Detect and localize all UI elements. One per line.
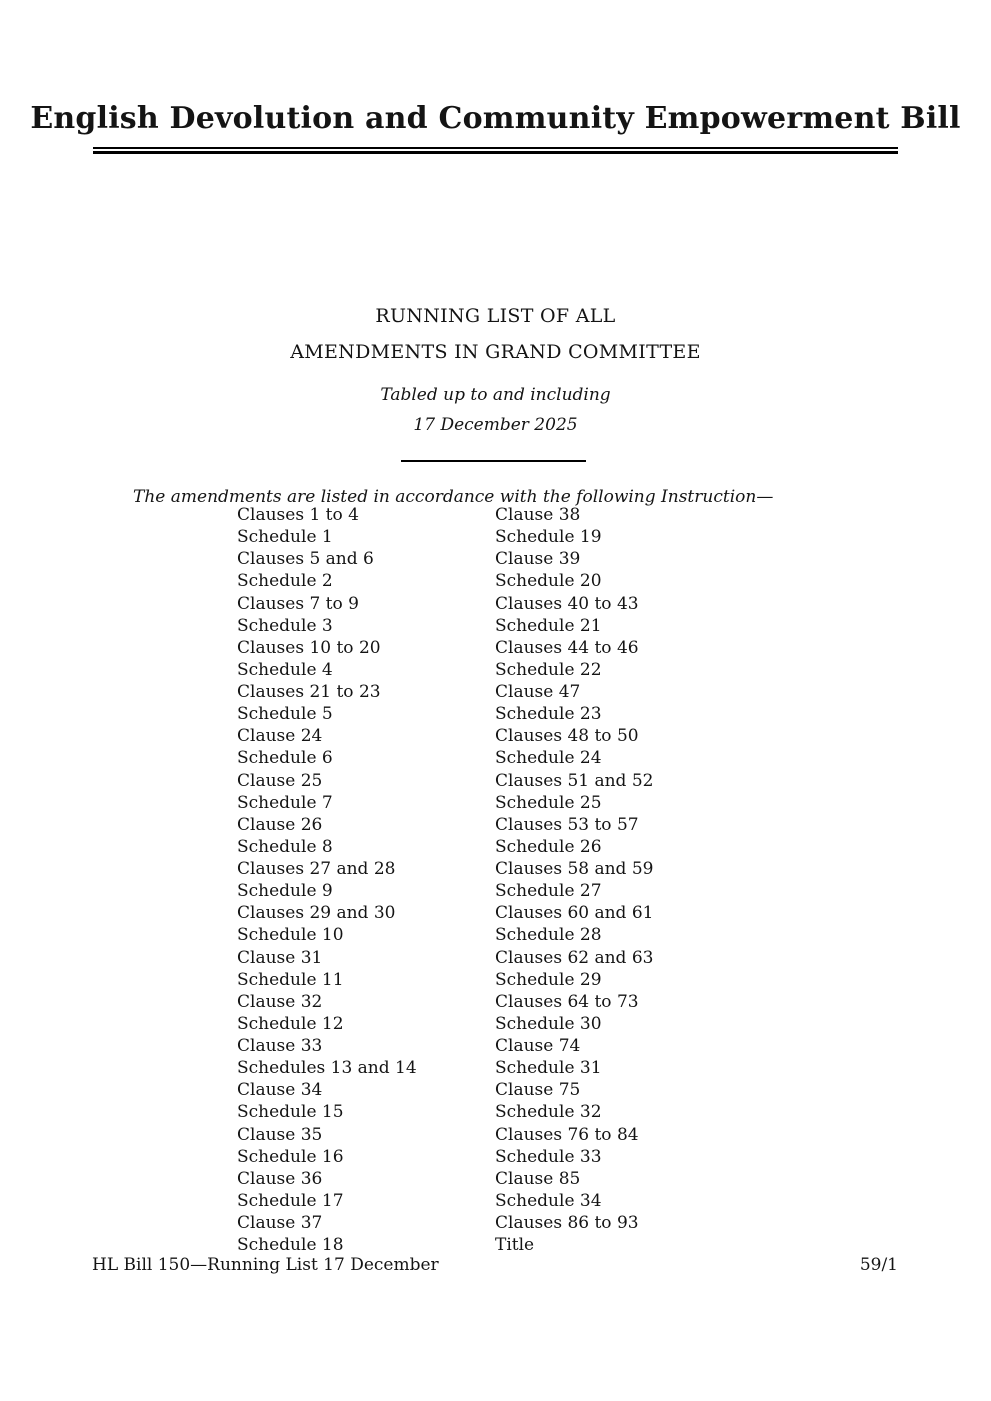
list-item: Clauses 5 and 6 (237, 549, 374, 570)
list-item: Schedule 17 (237, 1190, 344, 1211)
list-item: Clauses 40 to 43 (495, 593, 639, 614)
list-item: Schedule 31 (495, 1058, 602, 1079)
list-item: Clause 85 (495, 1168, 581, 1189)
running-list-heading: RUNNING LIST OF ALL (375, 305, 616, 327)
list-item: Title (495, 1235, 535, 1256)
list-item: Schedule 11 (237, 969, 344, 990)
list-item: Clauses 27 and 28 (237, 859, 396, 879)
title-double-rule (93, 147, 898, 154)
list-item: Schedule 20 (495, 571, 602, 592)
footer-page-number: 59/1 (859, 1255, 898, 1275)
list-item: Clauses 1 to 4 (237, 505, 359, 525)
list-item: Clauses 86 to 93 (495, 1213, 639, 1233)
list-item: Clause 74 (495, 1036, 581, 1056)
amendment-column-left (237, 504, 495, 1256)
list-item: Schedule 18 (237, 1235, 344, 1256)
list-item: Schedule 5 (237, 704, 333, 725)
list-item: Clause 34 (237, 1080, 323, 1101)
section-divider (401, 460, 586, 462)
list-item: Schedule 4 (237, 659, 333, 680)
list-item: Clause 39 (495, 549, 581, 570)
list-item: Clause 37 (237, 1213, 323, 1233)
list-item: Clauses 48 to 50 (495, 726, 639, 747)
list-item: Clause 35 (237, 1124, 323, 1145)
list-item: Clause 36 (237, 1168, 323, 1189)
list-item: Schedule 23 (495, 704, 602, 725)
list-item: Schedule 24 (495, 748, 602, 769)
page-footer (92, 1255, 898, 1275)
list-item: Clause 26 (237, 814, 323, 835)
committee-heading: AMENDMENTS IN GRAND COMMITTEE (290, 341, 701, 363)
list-item: Clauses 44 to 46 (495, 637, 639, 658)
tabled-date: 17 December 2025 (413, 415, 578, 435)
list-item: Schedule 7 (237, 792, 333, 813)
instruction-note: The amendments are listed in accordance with the following Instruction— (133, 487, 774, 507)
list-item: Schedule 12 (237, 1013, 344, 1034)
list-item: Clause 32 (237, 991, 323, 1012)
list-item: Clauses 62 and 63 (495, 947, 654, 968)
amendment-columns (237, 504, 991, 1256)
list-item: Clause 31 (237, 947, 323, 968)
footer-bill-reference: HL Bill 150—Running List 17 December (92, 1255, 439, 1275)
list-item: Schedule 6 (237, 748, 333, 769)
list-item: Clause 47 (495, 682, 581, 702)
list-item: Schedule 8 (237, 836, 333, 857)
list-item: Schedule 15 (237, 1102, 344, 1123)
tabled-note: Tabled up to and including (380, 385, 611, 405)
list-item: Clauses 10 to 20 (237, 637, 381, 658)
list-item: Clauses 51 and 52 (495, 770, 654, 791)
list-item: Schedules 13 and 14 (237, 1058, 417, 1079)
list-item: Clause 75 (495, 1080, 581, 1101)
list-item: Schedule 28 (495, 925, 602, 946)
list-item: Clauses 64 to 73 (495, 991, 639, 1012)
list-item: Schedule 21 (495, 615, 602, 636)
list-item: Clauses 21 to 23 (237, 682, 381, 702)
list-item: Clauses 29 and 30 (237, 903, 396, 924)
list-item: Schedule 16 (237, 1146, 344, 1167)
list-item: Schedule 3 (237, 615, 333, 636)
list-item: Schedule 29 (495, 969, 602, 990)
list-item: Schedule 19 (495, 527, 602, 548)
page-title: English Devolution and Community Empowerment Bill (30, 101, 961, 136)
list-item: Clause 33 (237, 1036, 323, 1056)
list-item: Schedule 1 (237, 527, 333, 548)
list-item: Schedule 9 (237, 881, 333, 902)
list-item: Schedule 34 (495, 1190, 602, 1211)
list-item: Schedule 27 (495, 881, 602, 902)
list-item: Clauses 53 to 57 (495, 814, 639, 835)
list-item: Clauses 7 to 9 (237, 593, 359, 614)
list-item: Clause 25 (237, 770, 323, 791)
list-item: Schedule 2 (237, 571, 333, 592)
list-item: Schedule 22 (495, 659, 602, 680)
list-item: Schedule 30 (495, 1013, 602, 1034)
list-item: Clauses 58 and 59 (495, 859, 654, 879)
list-item: Clauses 76 to 84 (495, 1124, 639, 1145)
list-item: Clause 38 (495, 505, 581, 525)
list-item: Schedule 26 (495, 836, 602, 857)
amendment-column-right (495, 504, 991, 1256)
list-item: Schedule 33 (495, 1146, 602, 1167)
list-item: Schedule 32 (495, 1102, 602, 1123)
list-item: Schedule 25 (495, 792, 602, 813)
list-item: Clauses 60 and 61 (495, 903, 654, 924)
list-item: Clause 24 (237, 726, 323, 747)
list-item: Schedule 10 (237, 925, 344, 946)
